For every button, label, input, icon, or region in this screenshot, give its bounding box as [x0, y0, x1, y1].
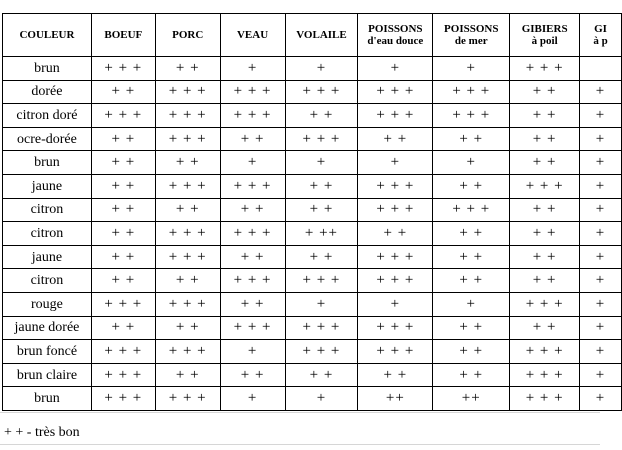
column-header-line2: de mer [454, 35, 488, 47]
column-header-line1: VOLAILE [296, 29, 347, 41]
color-cell: jaune dorée [3, 316, 92, 340]
rating-cell-porc: + + + [155, 222, 220, 246]
rating-cell-volaile: + + [285, 104, 358, 128]
table-row [3, 269, 622, 293]
rating-cell-boeuf: + + [91, 245, 155, 269]
table-row [3, 222, 622, 246]
rating-cell-gibiers-poil: + + [510, 151, 580, 175]
rating-cell-poissons-mer: + + [433, 316, 510, 340]
color-cell: jaune [3, 174, 92, 198]
rating-cell-veau: + + + [220, 269, 285, 293]
rating-cell-volaile: + + + [285, 269, 358, 293]
rating-cell-poissons-mer: + + + [433, 198, 510, 222]
rating-cell-boeuf: + + [91, 174, 155, 198]
rating-cell-gibiers-plume: + [580, 198, 622, 222]
column-header-gibiers-poil [510, 14, 580, 57]
rating-cell-volaile: + + [285, 245, 358, 269]
rating-cell-boeuf: + + [91, 151, 155, 175]
rating-cell-gibiers-poil: + + [510, 222, 580, 246]
column-header-boeuf [91, 14, 155, 57]
rating-cell-gibiers-plume: + [580, 127, 622, 151]
rating-cell-porc: + + + [155, 387, 220, 411]
column-header-veau [220, 14, 285, 57]
table-row [3, 174, 622, 198]
rating-cell-gibiers-plume: + [580, 292, 622, 316]
color-cell: brun claire [3, 363, 92, 387]
table-row [3, 127, 622, 151]
rating-cell-poissons-eau-douce: + [358, 292, 433, 316]
rating-cell-volaile: + ++ [285, 222, 358, 246]
rating-cell-porc: + + [155, 363, 220, 387]
rating-cell-gibiers-poil: + + + [510, 57, 580, 81]
rating-cell-gibiers-poil: + + [510, 245, 580, 269]
rating-cell-veau: + + + [220, 104, 285, 128]
legend-footnote [4, 425, 80, 441]
table-row [3, 363, 622, 387]
rating-cell-veau: + [220, 151, 285, 175]
column-header-line1: POISSONS [444, 23, 499, 35]
rating-cell-porc: + + [155, 269, 220, 293]
rating-cell-boeuf: + + [91, 80, 155, 104]
rating-cell-gibiers-poil: + + + [510, 387, 580, 411]
rating-cell-porc: + + [155, 316, 220, 340]
rating-cell-poissons-mer: + [433, 57, 510, 81]
rating-cell-volaile: + + + [285, 316, 358, 340]
rating-cell-gibiers-poil: + + [510, 104, 580, 128]
rating-cell-poissons-eau-douce: + + [358, 363, 433, 387]
column-header-line1: GI [594, 23, 607, 35]
column-header-volaile [285, 14, 358, 57]
rating-cell-gibiers-plume: + [580, 387, 622, 411]
footnote-divider [0, 412, 600, 413]
pairing-table [2, 13, 622, 411]
rating-cell-porc: + + + [155, 340, 220, 364]
rating-cell-boeuf: + + + [91, 387, 155, 411]
color-cell: citron [3, 269, 92, 293]
rating-cell-gibiers-plume [580, 57, 622, 81]
header-row [3, 14, 622, 57]
rating-cell-boeuf: + + + [91, 363, 155, 387]
color-cell: brun [3, 387, 92, 411]
column-header-line2: à p [593, 35, 608, 47]
rating-cell-gibiers-poil: + + [510, 80, 580, 104]
rating-cell-veau: + [220, 340, 285, 364]
rating-cell-boeuf: + + [91, 269, 155, 293]
rating-cell-poissons-mer: + [433, 292, 510, 316]
color-cell: citron [3, 198, 92, 222]
rating-cell-boeuf: + + + [91, 104, 155, 128]
color-cell: citron doré [3, 104, 92, 128]
rating-cell-poissons-eau-douce: + + + [358, 174, 433, 198]
rating-cell-boeuf: + + + [91, 292, 155, 316]
rating-cell-gibiers-plume: + [580, 363, 622, 387]
rating-cell-veau: + + + [220, 316, 285, 340]
rating-cell-veau: + + + [220, 222, 285, 246]
rating-cell-poissons-eau-douce: + + + [358, 198, 433, 222]
rating-cell-veau: + [220, 387, 285, 411]
rating-cell-volaile: + + + [285, 340, 358, 364]
table-row [3, 340, 622, 364]
rating-cell-volaile: + + + [285, 127, 358, 151]
column-header-gibiers-plume [580, 14, 622, 57]
legend-symbol: + + [4, 425, 24, 440]
column-header-porc [155, 14, 220, 57]
rating-cell-volaile: + [285, 387, 358, 411]
rating-cell-gibiers-poil: + + + [510, 292, 580, 316]
rating-cell-gibiers-plume: + [580, 222, 622, 246]
table-row [3, 198, 622, 222]
rating-cell-poissons-eau-douce: + + + [358, 316, 433, 340]
rating-cell-gibiers-poil: + + [510, 316, 580, 340]
table-row [3, 57, 622, 81]
rating-cell-poissons-eau-douce: + + [358, 222, 433, 246]
rating-cell-boeuf: + + [91, 316, 155, 340]
rating-cell-volaile: + [285, 151, 358, 175]
rating-cell-poissons-eau-douce: + + + [358, 80, 433, 104]
color-cell: dorée [3, 80, 92, 104]
table-row [3, 245, 622, 269]
rating-cell-veau: + + [220, 198, 285, 222]
column-header-line1: VEAU [236, 29, 269, 41]
color-cell: rouge [3, 292, 92, 316]
column-header-line1: BOEUF [104, 29, 143, 41]
rating-cell-poissons-eau-douce: + + + [358, 269, 433, 293]
rating-cell-porc: + + [155, 57, 220, 81]
rating-cell-boeuf: + + + [91, 340, 155, 364]
rating-cell-veau: + + [220, 245, 285, 269]
table-row [3, 151, 622, 175]
rating-cell-porc: + + + [155, 80, 220, 104]
rating-cell-poissons-mer: + + [433, 340, 510, 364]
rating-cell-gibiers-poil: + + + [510, 340, 580, 364]
rating-cell-volaile: + + [285, 198, 358, 222]
rating-cell-poissons-mer: + + + [433, 104, 510, 128]
rating-cell-boeuf: + + [91, 127, 155, 151]
rating-cell-volaile: + [285, 57, 358, 81]
table-row [3, 316, 622, 340]
rating-cell-poissons-eau-douce: + + + [358, 340, 433, 364]
rating-cell-poissons-mer: + + [433, 363, 510, 387]
column-header-line1: PORC [172, 29, 204, 41]
color-cell: brun foncé [3, 340, 92, 364]
table-row [3, 387, 622, 411]
table-row [3, 292, 622, 316]
rating-cell-porc: + + + [155, 292, 220, 316]
rating-cell-poissons-eau-douce: ++ [358, 387, 433, 411]
column-header-line2: à poil [531, 35, 558, 47]
rating-cell-poissons-mer: + + [433, 222, 510, 246]
table-wrapper [2, 13, 622, 411]
rating-cell-gibiers-plume: + [580, 340, 622, 364]
rating-cell-veau: + + + [220, 80, 285, 104]
color-cell: brun [3, 151, 92, 175]
rating-cell-veau: + + [220, 127, 285, 151]
rating-cell-porc: + + + [155, 104, 220, 128]
rating-cell-poissons-mer: + + + [433, 80, 510, 104]
column-header-line1: COULEUR [19, 29, 75, 41]
rating-cell-poissons-mer: + + [433, 269, 510, 293]
color-cell: ocre-dorée [3, 127, 92, 151]
rating-cell-gibiers-poil: + + + [510, 363, 580, 387]
legend-text: - très bon [26, 425, 80, 440]
color-cell: brun [3, 57, 92, 81]
rating-cell-gibiers-poil: + + [510, 198, 580, 222]
table-row [3, 80, 622, 104]
rating-cell-gibiers-poil: + + [510, 127, 580, 151]
color-cell: jaune [3, 245, 92, 269]
column-header-poissons-eau-douce [358, 14, 433, 57]
rating-cell-volaile: + + [285, 174, 358, 198]
rating-cell-veau: + [220, 57, 285, 81]
rating-cell-gibiers-plume: + [580, 316, 622, 340]
rating-cell-volaile: + + [285, 363, 358, 387]
rating-cell-volaile: + [285, 292, 358, 316]
rating-cell-gibiers-poil: + + + [510, 174, 580, 198]
rating-cell-poissons-eau-douce: + [358, 151, 433, 175]
table-row [3, 104, 622, 128]
column-header-couleur [3, 14, 92, 57]
rating-cell-poissons-mer: + + [433, 127, 510, 151]
column-header-line2: d'eau douce [367, 35, 424, 47]
rating-cell-poissons-eau-douce: + + + [358, 104, 433, 128]
rating-cell-porc: + + + [155, 127, 220, 151]
rating-cell-veau: + + [220, 363, 285, 387]
rating-cell-boeuf: + + + [91, 57, 155, 81]
rating-cell-gibiers-plume: + [580, 269, 622, 293]
rating-cell-gibiers-poil: + + [510, 269, 580, 293]
column-header-poissons-mer [433, 14, 510, 57]
color-cell: citron [3, 222, 92, 246]
column-header-line1: GIBIERS [521, 23, 568, 35]
rating-cell-poissons-eau-douce: + + + [358, 245, 433, 269]
rating-cell-veau: + + + [220, 174, 285, 198]
rating-cell-boeuf: + + [91, 198, 155, 222]
rating-cell-veau: + + [220, 292, 285, 316]
rating-cell-porc: + + + [155, 245, 220, 269]
rating-cell-volaile: + + + [285, 80, 358, 104]
rating-cell-porc: + + [155, 198, 220, 222]
rating-cell-porc: + + [155, 151, 220, 175]
rating-cell-gibiers-plume: + [580, 104, 622, 128]
rating-cell-gibiers-plume: + [580, 151, 622, 175]
rating-cell-boeuf: + + [91, 222, 155, 246]
column-header-line1: POISSONS [368, 23, 423, 35]
rating-cell-gibiers-plume: + [580, 174, 622, 198]
rating-cell-poissons-mer: + + [433, 245, 510, 269]
rating-cell-gibiers-plume: + [580, 245, 622, 269]
rating-cell-poissons-mer: + [433, 151, 510, 175]
rating-cell-porc: + + + [155, 174, 220, 198]
rating-cell-poissons-mer: + + [433, 174, 510, 198]
page-bottom-divider [0, 444, 600, 445]
rating-cell-poissons-eau-douce: + + [358, 127, 433, 151]
rating-cell-poissons-mer: ++ [433, 387, 510, 411]
rating-cell-poissons-eau-douce: + [358, 57, 433, 81]
rating-cell-gibiers-plume: + [580, 80, 622, 104]
